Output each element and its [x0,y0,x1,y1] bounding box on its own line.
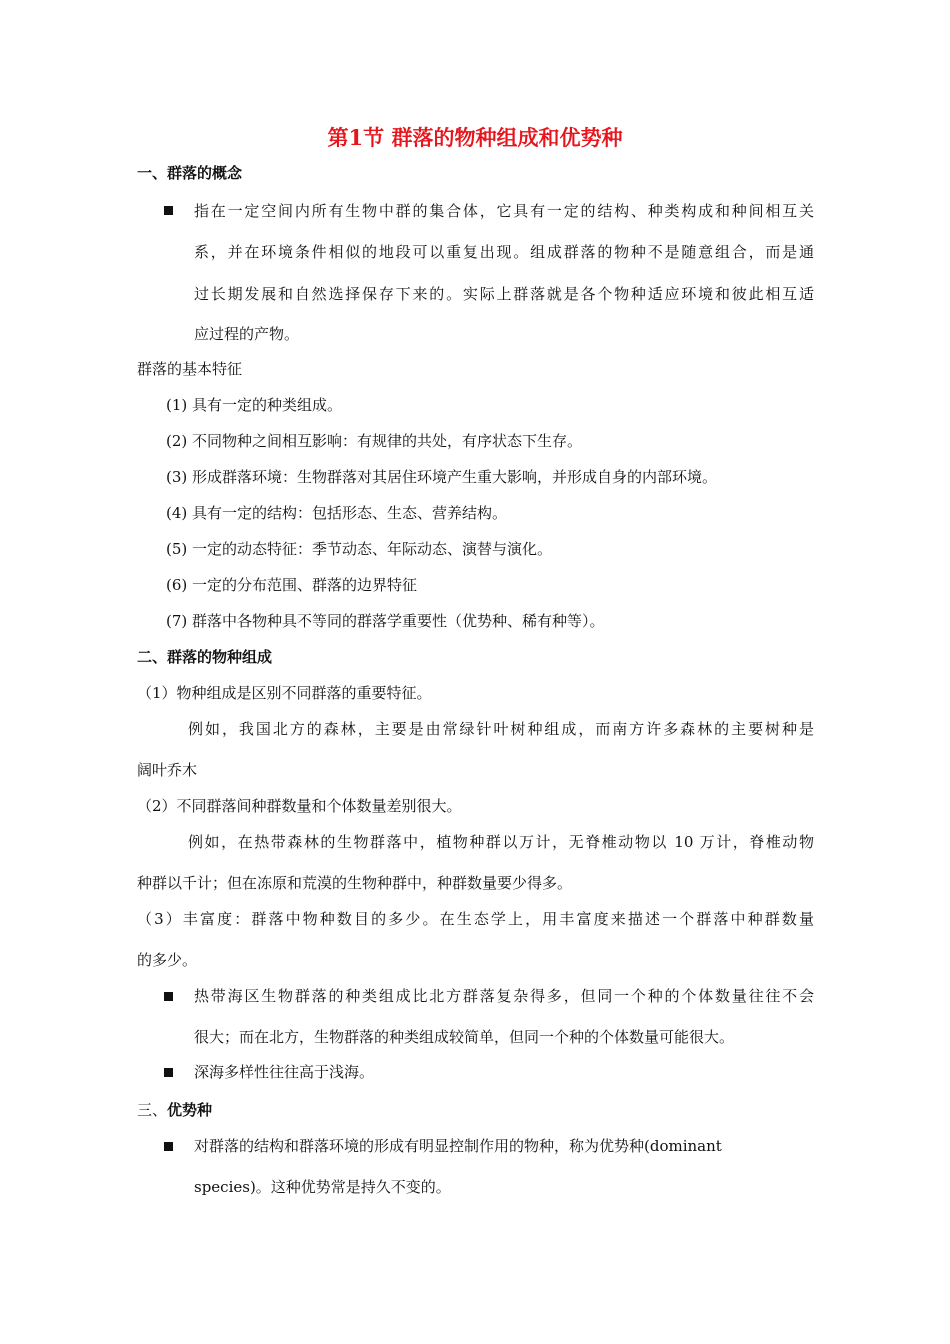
feature-item: (4) 具有一定的结构：包括形态、生态、营养结构。 [166,504,508,522]
feature-item: (3) 形成群落环境：生物群落对其居住环境产生重大影响，并形成自身的内部环境。 [166,468,718,486]
feature-item: (1) 具有一定的种类组成。 [166,396,343,414]
paragraph-line: 应过程的产物。 [194,325,300,343]
numbered-point: （2）不同群落间种群数量和个体数量差别很大。 [137,797,462,815]
example-line: 种群以千计；但在冻原和荒漠的生物种群中，种群数量要少得多。 [137,874,573,892]
feature-item: (2) 不同物种之间相互影响：有规律的共处，有序状态下生存。 [166,432,583,450]
numbered-point: （1）物种组成是区别不同群落的重要特征。 [137,684,432,702]
numbered-point-continued: 的多少。 [137,951,198,969]
feature-item: (7) 群落中各物种具不等同的群落学重要性（优势种、稀有种等）。 [166,612,605,630]
page-title: 第1节 群落的物种组成和优势种 [327,125,623,150]
square-bullet-icon [164,992,173,1001]
example-line: 阔叶乔木 [137,761,198,779]
example-line: 例如，我国北方的森林，主要是由常绿针叶树种组成，而南方许多森林的主要树种是 [188,720,814,738]
numbered-point: （3）丰富度：群落中物种数目的多少。在生态学上，用丰富度来描述一个群落中种群数量 [137,910,814,928]
square-bullet-icon [164,1068,173,1077]
square-bullet-icon [164,1142,173,1151]
section-heading-concept: 一、群落的概念 [137,164,243,182]
features-label: 群落的基本特征 [137,360,243,378]
paragraph-line: 深海多样性往往高于浅海。 [194,1063,375,1081]
paragraph-line: species)。这种优势常是持久不变的。 [194,1178,451,1196]
paragraph-line: 热带海区生物群落的种类组成比北方群落复杂得多，但同一个种的个体数量往往不会 [194,987,814,1005]
square-bullet-icon [164,206,173,215]
paragraph-line: 系，并在环境条件相似的地段可以重复出现。组成群落的物种不是随意组合，而是通 [194,243,814,261]
feature-item: (5) 一定的动态特征：季节动态、年际动态、演替与演化。 [166,540,553,558]
paragraph-line: 指在一定空间内所有生物中群的集合体，它具有一定的结构、种类构成和种间相互关 [194,202,814,220]
paragraph-line: 对群落的结构和群落环境的形成有明显控制作用的物种，称为优势种(dominant [194,1137,722,1155]
section-number: 三、 [137,1101,168,1119]
example-line: 例如，在热带森林的生物群落中，植物种群以万计，无脊椎动物以 10 万计，脊椎动物 [188,833,814,851]
section-heading-composition: 二、群落的物种组成 [137,648,273,666]
feature-item: (6) 一定的分布范围、群落的边界特征 [166,576,418,594]
section-heading-text: 优势种 [167,1101,213,1119]
paragraph-line: 过长期发展和自然选择保存下来的。实际上群落就是各个物种适应环境和彼此相互适 [194,285,814,303]
paragraph-line: 很大；而在北方，生物群落的种类组成较简单，但同一个种的个体数量可能很大。 [194,1028,735,1046]
section-heading-dominant [137,1100,212,1120]
